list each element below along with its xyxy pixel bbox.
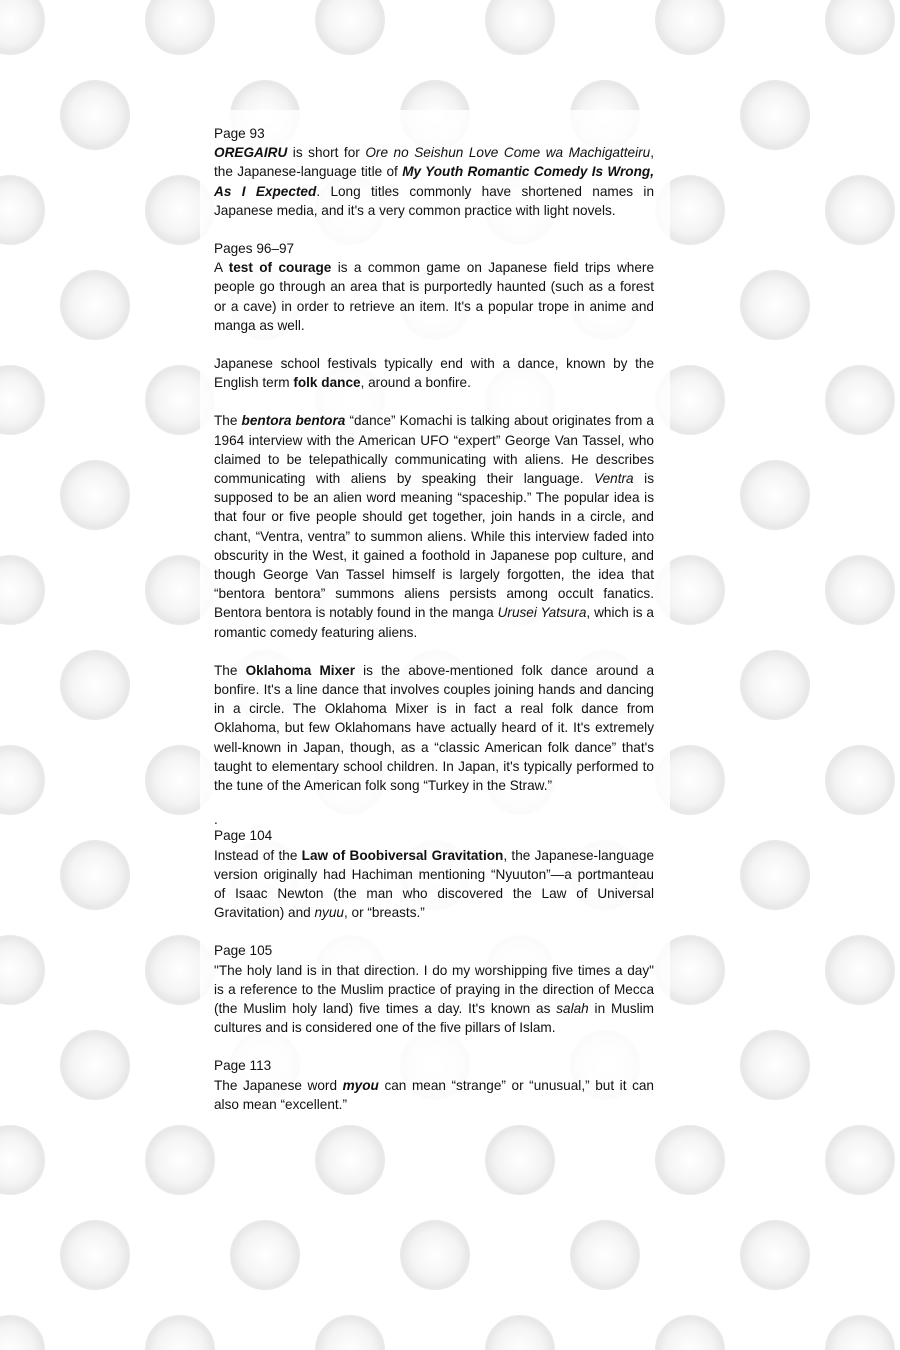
note-paragraph xyxy=(214,1076,654,1114)
text-run: is a common game on Japanese field trips where people go through an area that is purportedly haunted (such as a forest or a cave) in order to retrieve an item. It's a popular trope in anime and manga as well. xyxy=(214,260,655,333)
background-dot xyxy=(656,0,724,54)
background-dot xyxy=(826,1126,894,1194)
text-run: is the above-mentioned folk dance around a bonfire. It's a line dance that involves couples joining hands and dancing in a circle. The Oklahoma Mixer is in fact a real folk dance from Oklahoma, but few Oklahomans have actually heard of it. It's extremely well-known in Japan, though, as a “classic American folk dance” that's taught to elementary school children. In Japan, it's typically performed to the tune of the American folk song “Turkey in the Straw.” xyxy=(214,662,654,794)
background-dot xyxy=(0,1126,44,1194)
text-run: . Long titles commonly have shortened names in Japanese media, and it's a very common practice with light novels. xyxy=(214,183,655,218)
text-run: "The holy land is in that direction. I do my worshipping five times a day" is a reference to the Muslim practice of praying in the direction of Mecca (the Muslim holy land) five times a day. It's known as xyxy=(214,962,654,1016)
text-run: Japanese school festivals typically end with a dance, known by the English term xyxy=(214,356,654,391)
background-dot xyxy=(826,176,894,244)
note-paragraph xyxy=(214,846,654,923)
emphasized-term: Urusei Yatsura xyxy=(497,605,587,621)
background-dot xyxy=(656,1316,724,1350)
note-section xyxy=(214,941,654,1037)
background-dot xyxy=(826,936,894,1004)
note-paragraph xyxy=(214,411,654,641)
text-run: can mean “strange” or “unusual,” but it can also mean “excellent.” xyxy=(214,1077,654,1112)
text-run: Instead of the xyxy=(214,847,302,863)
background-dot xyxy=(826,746,894,814)
background-dot xyxy=(741,1221,809,1289)
background-dot xyxy=(741,1031,809,1099)
background-dot xyxy=(61,461,129,529)
emphasized-term: salah xyxy=(556,1000,589,1016)
background-dot xyxy=(0,746,44,814)
background-dot xyxy=(0,1316,44,1350)
page-reference-heading: Page 93 xyxy=(214,126,265,141)
text-run: , which is a romantic comedy featuring aliens. xyxy=(214,605,654,640)
note-paragraph xyxy=(214,354,654,392)
emphasized-term: myou xyxy=(342,1077,379,1093)
emphasized-term: OREGAIRU xyxy=(214,145,288,161)
background-dot xyxy=(61,1221,129,1289)
text-run: The xyxy=(214,662,246,678)
background-dot xyxy=(0,176,44,244)
stray-dot: . xyxy=(214,812,218,828)
page-reference-heading: Page 104 xyxy=(214,828,273,844)
background-dot xyxy=(316,1316,384,1350)
background-dot xyxy=(0,936,44,1004)
background-dot xyxy=(486,1126,554,1194)
note-paragraph xyxy=(214,961,654,1038)
background-dot xyxy=(826,366,894,434)
background-dot xyxy=(0,0,44,54)
text-run: , around a bonfire. xyxy=(360,375,471,391)
background-dot xyxy=(656,1126,724,1194)
note-section xyxy=(214,124,654,220)
note-section xyxy=(214,661,654,795)
background-dot xyxy=(61,1031,129,1099)
background-dot xyxy=(146,1316,214,1350)
notes-page xyxy=(214,124,654,1133)
background-dot xyxy=(401,1221,469,1289)
background-dot xyxy=(61,841,129,909)
note-section xyxy=(214,814,654,922)
background-dot xyxy=(741,271,809,339)
background-dot xyxy=(826,0,894,54)
background-dot xyxy=(826,1316,894,1350)
emphasized-term: Ventra xyxy=(594,471,634,487)
background-dot xyxy=(741,841,809,909)
background-dot xyxy=(486,0,554,54)
background-dot xyxy=(146,1126,214,1194)
note-section xyxy=(214,239,654,335)
emphasized-term: My Youth Romantic Comedy Is Wrong, As I Expected xyxy=(214,164,654,199)
page-reference-heading: Page 105 xyxy=(214,943,273,959)
emphasized-term: Ore no Seishun Love Come wa Machigatteiru xyxy=(365,145,651,161)
text-run: is supposed to be an alien word meaning “spaceship.” The popular idea is that four or five people should get together, join hands in a circle, and chant, “Ventra, ventra” to summon aliens. While this interview faded into obscurity in the West, it gained a foothold in Japanese pop culture, and though George Van Tassel himself is largely forgotten, the idea that “bentora bentora” summons aliens persists among occult fanatics. Bentora bentora is notably found in the manga xyxy=(214,471,654,621)
background-dot xyxy=(61,651,129,719)
background-dot xyxy=(571,1221,639,1289)
emphasized-term: bentora bentora xyxy=(241,413,346,429)
background-dot xyxy=(826,556,894,624)
background-dot xyxy=(0,366,44,434)
note-section xyxy=(214,411,654,641)
background-dot xyxy=(0,556,44,624)
background-dot xyxy=(61,271,129,339)
text-run: , the Japanese-language title of xyxy=(214,145,654,180)
note-paragraph xyxy=(214,258,654,335)
note-paragraph xyxy=(214,661,654,795)
emphasized-term: Oklahoma Mixer xyxy=(245,662,355,678)
page-reference-heading: Pages 96–97 xyxy=(214,241,295,257)
background-dot xyxy=(61,81,129,149)
background-dot xyxy=(741,651,809,719)
background-dot xyxy=(741,81,809,149)
emphasized-term: folk dance xyxy=(293,375,361,391)
emphasized-term: Law of Boobiversal Gravitation xyxy=(301,847,504,863)
emphasized-term: test of courage xyxy=(228,260,332,276)
text-run: is short for xyxy=(287,145,366,161)
text-run: , the Japanese-language version originally had Hachiman mentioning “Nyuuton”—a portmanteau of Isaac Newton (the man who discovered the Law of Universal Gravitation) and xyxy=(214,847,655,921)
note-paragraph xyxy=(214,143,654,220)
text-run: , or “breasts.” xyxy=(343,905,425,921)
background-dot xyxy=(316,1126,384,1194)
background-dot xyxy=(231,1221,299,1289)
page-reference-heading: Page 113 xyxy=(214,1058,272,1074)
text-run: “dance” Komachi is talking about originates from a 1964 interview with the American UFO “expert” George Van Tassel, who claimed to be telepathically communicating with aliens. He describes communicating with aliens by speaking their language. xyxy=(214,413,654,487)
background-dot xyxy=(741,461,809,529)
background-dot xyxy=(146,0,214,54)
emphasized-term: nyuu xyxy=(314,905,344,921)
text-run: A xyxy=(214,260,229,276)
background-dot xyxy=(316,0,384,54)
note-section xyxy=(214,354,654,392)
note-section xyxy=(214,1056,654,1114)
background-dot xyxy=(486,1316,554,1350)
text-run: The xyxy=(214,413,242,429)
text-run: The Japanese word xyxy=(214,1077,343,1093)
text-run: in Muslim cultures and is considered one of the five pillars of Islam. xyxy=(214,1000,654,1036)
